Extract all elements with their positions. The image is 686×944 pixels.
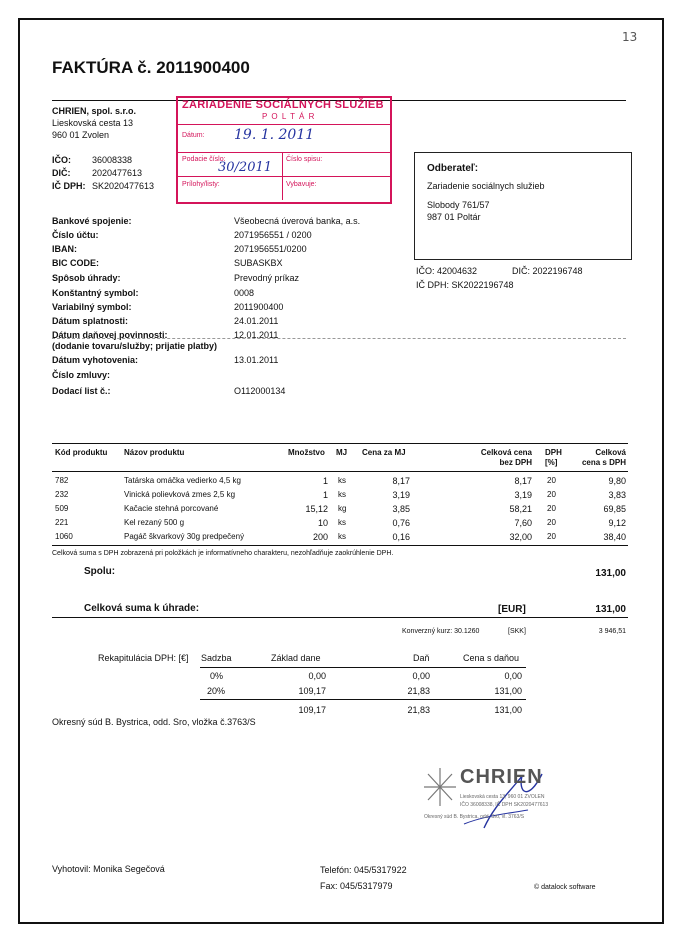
header-total-inc2: cena s DPH xyxy=(581,458,626,467)
item-unit: kg xyxy=(338,504,347,513)
recap-tax: 0,00 xyxy=(412,671,430,681)
item-qty: 1 xyxy=(322,476,328,486)
item-name: Kel rezaný 500 g xyxy=(124,518,185,527)
court-registration: Okresný súd B. Bystrica, odd. Sro, vložka č.3763/S xyxy=(52,717,256,727)
stamp-company-line3: Okresný súd B. Bystrica, odd. Sro, vl. 3763/S xyxy=(424,814,525,820)
recap-sum-total: 131,00 xyxy=(494,705,522,715)
payment-label: BIC CODE: xyxy=(52,258,99,268)
buyer-label: Odberateľ: xyxy=(427,163,479,174)
item-total-ex: 58,21 xyxy=(509,504,532,514)
recap-header-rate: Sadzba xyxy=(201,653,232,663)
due-label: Celková suma k úhrade: xyxy=(84,603,200,614)
page-number: 13 xyxy=(622,30,638,44)
payment-value: 24.01.2011 xyxy=(234,316,279,326)
item-price: 0,76 xyxy=(392,518,410,528)
item-vat: 20 xyxy=(547,490,556,499)
item-unit: ks xyxy=(338,476,346,485)
item-name: Kačacie stehná porcované xyxy=(124,504,219,513)
item-unit: ks xyxy=(338,518,346,527)
item-total-ex: 7,60 xyxy=(514,518,532,528)
stamp-place: P O L T Á R xyxy=(262,112,316,121)
header-qty: Množstvo xyxy=(288,448,325,457)
payment-value: 13.01.2011 xyxy=(234,355,279,365)
stamp-date-label: Dátum: xyxy=(182,132,205,139)
item-vat: 20 xyxy=(547,476,556,485)
header-total-ex2: bez DPH xyxy=(499,458,532,467)
item-code: 221 xyxy=(55,518,69,527)
stamp-filing-handwritten: 30/2011 xyxy=(218,160,273,175)
supplier-name: CHRIEN, spol. s.r.o. xyxy=(52,106,137,116)
item-vat: 20 xyxy=(547,532,556,541)
item-code: 509 xyxy=(55,504,69,513)
item-vat: 20 xyxy=(547,504,556,513)
supplier-street: Lieskovská cesta 13 xyxy=(52,118,134,128)
stamp-file-label: Číslo spisu: xyxy=(286,156,323,163)
payment-value: O112000134 xyxy=(234,386,286,396)
recap-base: 0,00 xyxy=(308,671,326,681)
payment-label: Dátum splatnosti: xyxy=(52,316,129,326)
price-note: Celková suma s DPH zobrazená pri položkách je informatívneho charakteru, nezohľadňuje zaokrúhlenie DPH. xyxy=(52,550,394,557)
stamp-company-name: CHRIEN xyxy=(460,766,543,788)
payment-label: Dodací list č.: xyxy=(52,386,111,396)
item-total-ex: 3,19 xyxy=(514,490,532,500)
supplier-icdph: SK2020477613 xyxy=(92,181,155,191)
buyer-ico: IČO: 42004632 xyxy=(416,266,478,276)
company-stamp xyxy=(424,766,574,836)
item-code: 1060 xyxy=(55,532,73,541)
item-price: 8,17 xyxy=(392,476,410,486)
buyer-name: Zariadenie sociálnych služieb xyxy=(427,181,545,191)
item-code: 782 xyxy=(55,476,69,485)
stamp-title: ZARIADENIE SOCIÁLNYCH SLUŽIEB xyxy=(182,99,384,111)
header-total-ex: Celková cena xyxy=(480,448,532,457)
item-name: Vinická polievková zmes 2,5 kg xyxy=(124,490,236,499)
software-credit: © datalock software xyxy=(534,884,596,891)
header-name: Názov produktu xyxy=(124,448,185,457)
buyer-city: 987 01 Poltár xyxy=(427,212,481,222)
item-unit: ks xyxy=(338,490,346,499)
recap-header-tax: Daň xyxy=(413,653,430,663)
item-total-inc: 38,40 xyxy=(603,532,626,542)
recap-sum-base: 109,17 xyxy=(298,705,326,715)
fax: Fax: 045/5317979 xyxy=(320,881,393,891)
recap-total: 131,00 xyxy=(494,686,522,696)
due-currency: [EUR] xyxy=(498,604,526,615)
item-unit: ks xyxy=(338,532,346,541)
item-price: 0,16 xyxy=(392,532,410,542)
payment-label: Spôsob úhrady: xyxy=(52,273,121,283)
stamp-filing-label: Podacie číslo: xyxy=(182,156,226,163)
item-total-inc: 69,85 xyxy=(603,504,626,514)
payment-value: SUBASKBX xyxy=(234,258,283,268)
payment-label: Konštantný symbol: xyxy=(52,288,139,298)
payment-label: Bankové spojenie: xyxy=(52,216,132,226)
item-total-ex: 32,00 xyxy=(509,532,532,542)
item-price: 3,19 xyxy=(392,490,410,500)
item-code: 232 xyxy=(55,490,69,499)
item-vat: 20 xyxy=(547,518,556,527)
received-stamp xyxy=(176,96,392,204)
item-name: Tatárska omáčka vedierko 4,5 kg xyxy=(124,476,241,485)
item-qty: 1 xyxy=(322,490,328,500)
supplier-dic-label: DIČ: xyxy=(52,168,71,178)
item-name: Pagáč škvarkový 30g predpečený xyxy=(124,532,245,541)
header-price: Cena za MJ xyxy=(362,448,406,457)
supplier-city: 960 01 Zvolen xyxy=(52,130,110,140)
recap-base: 109,17 xyxy=(298,686,326,696)
payment-label: Dátum vyhotovenia: xyxy=(52,355,139,365)
payment-value: 2011900400 xyxy=(234,302,284,312)
payment-value: Prevodný príkaz xyxy=(234,273,300,283)
stamp-attachments-label: Prílohy/listy: xyxy=(182,181,220,188)
recap-label: Rekapitulácia DPH: [€] xyxy=(98,653,189,663)
payment-value: 0008 xyxy=(234,288,255,298)
buyer-icdph: IČ DPH: SK2022196748 xyxy=(416,280,514,290)
spolu-value: 131,00 xyxy=(595,568,626,579)
payment-label: Dátum daňovej povinnosti: xyxy=(52,330,168,340)
payment-value: 2071956551 / 0200 xyxy=(234,230,312,240)
stamp-company-line2: IČO 36008338, IČ DPH SK2020477613 xyxy=(460,802,549,808)
recap-tax: 21,83 xyxy=(407,686,430,696)
stamp-date-handwritten: 19. 1. 2011 xyxy=(234,127,315,143)
recap-header-base: Základ dane xyxy=(271,653,321,663)
header-total-inc: Celková xyxy=(595,448,626,457)
stamp-company-line1: Lieskovská cesta 13, 960 01 ZVOLEN xyxy=(460,794,545,800)
supplier-ico-label: IČO: xyxy=(52,155,71,165)
supplier-icdph-label: IČ DPH: xyxy=(52,181,86,191)
payment-label: Číslo zmluvy: xyxy=(52,370,111,380)
payment-label: (dodanie tovaru/služby; prijatie platby) xyxy=(52,341,218,351)
item-total-inc: 3,83 xyxy=(608,490,626,500)
recap-rate: 20% xyxy=(207,686,226,696)
item-qty: 200 xyxy=(312,532,328,542)
header-vat2: [%] xyxy=(545,458,558,467)
buyer-box xyxy=(414,152,632,260)
header-vat: DPH xyxy=(545,448,562,457)
payment-label: IBAN: xyxy=(52,244,77,254)
due-value: 131,00 xyxy=(595,604,626,615)
header-unit: MJ xyxy=(336,448,348,457)
header-code: Kód produktu xyxy=(55,448,108,457)
invoice-title: FAKTÚRA č. 2011900400 xyxy=(52,58,250,77)
supplier-dic: 2020477613 xyxy=(92,168,143,178)
payment-label: Číslo účtu: xyxy=(52,230,99,240)
buyer-street: Slobody 761/57 xyxy=(427,200,490,210)
recap-sum-tax: 21,83 xyxy=(407,705,430,715)
item-qty: 15,12 xyxy=(305,504,328,514)
item-total-ex: 8,17 xyxy=(514,476,532,486)
scan-fold-line xyxy=(52,338,626,339)
item-price: 3,85 xyxy=(392,504,410,514)
conversion-rate: Konverzný kurz: 30.1260 xyxy=(402,628,480,635)
recap-rate: 0% xyxy=(210,671,224,681)
recap-total: 0,00 xyxy=(504,671,522,681)
skk-value: 3 946,51 xyxy=(598,628,626,635)
recap-header-total: Cena s daňou xyxy=(463,653,520,663)
item-total-inc: 9,12 xyxy=(608,518,626,528)
issued-by: Vyhotovil: Monika Segečová xyxy=(52,864,165,874)
payment-value: 2071956551/0200 xyxy=(234,244,307,254)
item-qty: 10 xyxy=(317,518,328,528)
buyer-dic: DIČ: 2022196748 xyxy=(512,266,583,276)
payment-value: 12.01.2011 xyxy=(234,330,279,340)
phone: Telefón: 045/5317922 xyxy=(320,865,407,875)
skk-label: [SKK] xyxy=(508,628,526,635)
spolu-label: Spolu: xyxy=(84,566,116,577)
payment-value: Všeobecná úverová banka, a.s. xyxy=(234,216,361,226)
payment-label: Variabilný symbol: xyxy=(52,302,132,312)
item-total-inc: 9,80 xyxy=(608,476,626,486)
stamp-handled-label: Vybavuje: xyxy=(286,181,317,188)
supplier-ico: 36008338 xyxy=(92,155,133,165)
